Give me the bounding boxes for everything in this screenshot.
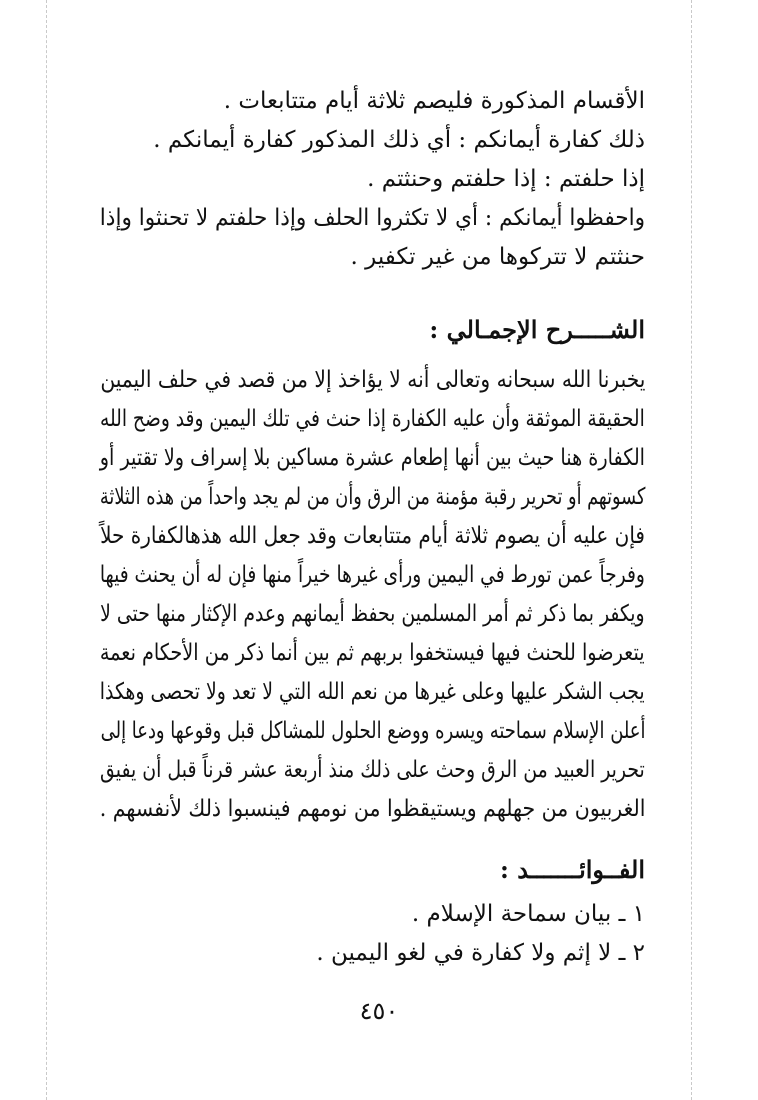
- text-line-top-5: حنثتم لا تتركوها من غير تكفير .: [350, 244, 645, 270]
- paragraph-line-11: تحرير العبيد من الرق وحث على ذلك منذ أربعة عشر قرناً قبل أن يفيق: [100, 757, 645, 783]
- benefit-item-1: ١ ـ بيان سماحة الإسلام .: [411, 901, 645, 927]
- page-number: ٤٥٠: [359, 997, 399, 1025]
- paragraph-line-3: الكفارة هنا حيث بين أنها إطعام عشرة مساكين بلا إسراف ولا تقتير أو: [99, 445, 645, 471]
- paragraph-line-7: ويكفر بما ذكر ثم أمر المسلمين بحفظ أيمانهم وعدم الإكثار منها حتى لا: [100, 601, 645, 627]
- text-line-top-2: ذلك كفارة أيمانكم : أي ذلك المذكور كفارة أيمانكم .: [153, 127, 645, 153]
- paragraph-line-8: يتعرضوا للحنث فيها فيستخفوا بربهم ثم بين أنما ذكر من الأحكام نعمة: [100, 640, 645, 666]
- scan-margin-line-left: [46, 0, 47, 1100]
- text-line-top-3: إذا حلفتم : إذا حلفتم وحنثتم .: [367, 166, 645, 192]
- scan-margin-line-right: [691, 0, 692, 1100]
- benefit-item-2: ٢ ـ لا إثم ولا كفارة في لغو اليمين .: [316, 940, 645, 966]
- paragraph-line-9: يجب الشكر عليها وعلى غيرها من نعم الله التي لا تعد ولا تحصى وهكذا: [100, 679, 645, 705]
- paragraph-line-12: الغربيون من جهلهم ويستيقظوا من نومهم فينسبوا ذلك لأنفسهم .: [99, 796, 645, 822]
- paragraph-line-5: فإن عليه أن يصوم ثلاثة أيام متتابعات وقد جعل الله هذهالكفارة حلاً: [100, 523, 645, 549]
- section-heading: الشـــــرح الإجمـالي :: [429, 315, 645, 344]
- paragraph-line-2: الحقيقة الموثقة وأن عليه الكفارة إذا حنث في تلك اليمين وقد وضح الله: [100, 406, 645, 432]
- text-line-top-1: الأقسام المذكورة فليصم ثلاثة أيام متتابعات .: [223, 88, 645, 114]
- text-line-top-4: واحفظوا أيمانكم : أي لا تكثروا الحلف وإذا حلفتم لا تحنثوا وإذا: [99, 205, 645, 231]
- benefits-heading: الفــوائـــــــد :: [500, 855, 645, 884]
- paragraph-line-6: وفرجاً عمن تورط في اليمين ورأى غيرها خيراً منها فإن له أن يحنث فيها: [99, 562, 645, 588]
- paragraph-line-10: أعلن الإسلام سماحته ويسره ووضع الحلول للمشاكل قبل وقوعها ودعا إلى: [100, 718, 645, 744]
- paragraph-line-1: يخبرنا الله سبحانه وتعالى أنه لا يؤاخذ إلا من قصد في حلف اليمين: [99, 367, 645, 393]
- paragraph-line-4: كسوتهم أو تحرير رقبة مؤمنة من الرق وأن من لم يجد واحداً من هذه الثلاثة: [99, 484, 645, 510]
